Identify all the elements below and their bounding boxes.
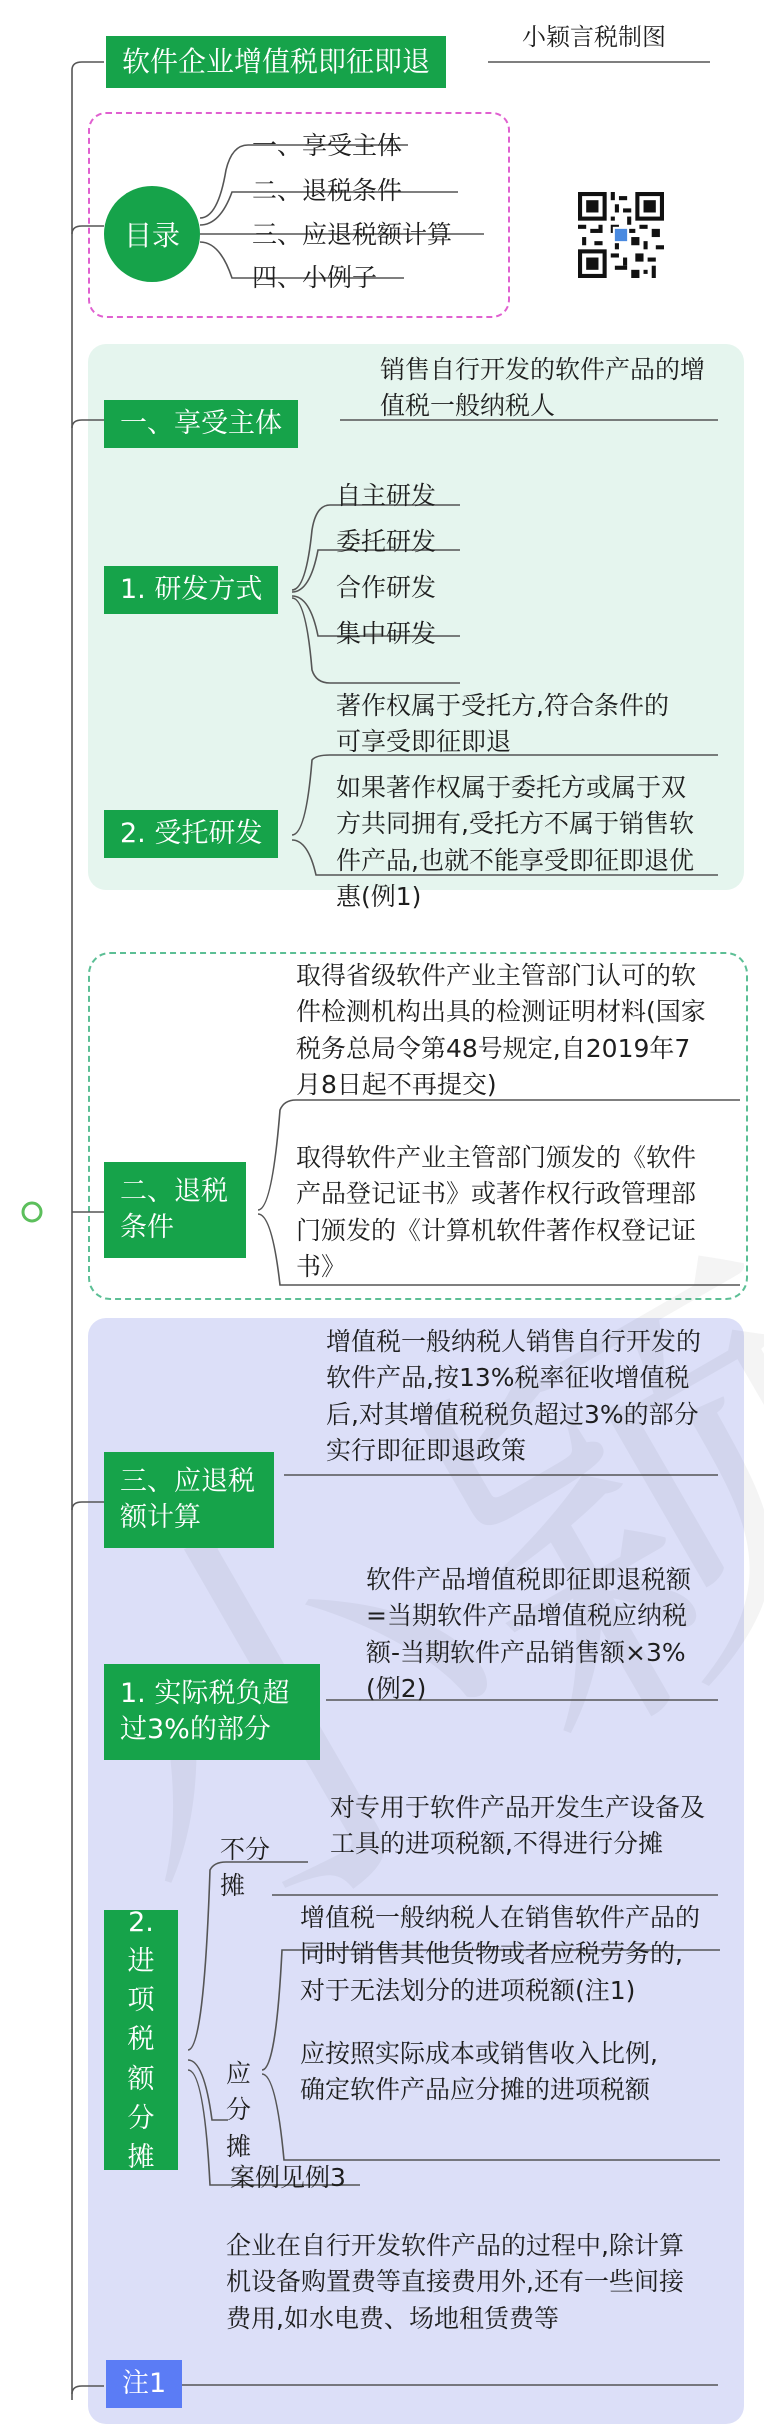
note1-text: 企业在自行开发软件产品的过程中,除计算机设备购置费等直接费用外,还有一些间接费用,如水电费、场地租赁费等 <box>226 2231 684 2333</box>
rd-item-4: 集中研发 <box>336 619 437 648</box>
toc-item-2[interactable]: 二、退税条件 <box>252 176 403 205</box>
title-node: 软件企业增值税即征即退 <box>106 36 446 88</box>
part2-alloc-item-2: 应按照实际成本或销售收入比例,确定软件产品应分摊的进项税额 <box>300 2039 658 2105</box>
toc-item-1[interactable]: 一、享受主体 <box>252 131 403 160</box>
s2-item-2: 取得软件产业主管部门颁发的《软件产品登记证书》或著作权行政管理部门颁发的《计算机软件著作权登记证书》 <box>296 1143 697 1281</box>
rd-label: 1. 研发方式 <box>104 566 278 614</box>
commission-label: 2. 受托研发 <box>104 810 278 858</box>
part2-no-alloc-text: 对专用于软件产品开发生产设备及工具的进项税额,不得进行分摊 <box>330 1793 706 1859</box>
s3-desc: 增值税一般纳税人销售自行开发的软件产品,按13%税率征收增值税后,对其增值税税负超过3%的部分实行即征即退政策 <box>326 1327 702 1465</box>
part1-label: 1. 实际税负超过3%的部分 <box>104 1664 320 1760</box>
s3-header: 三、应退税额计算 <box>104 1452 274 1548</box>
rd-item-2: 委托研发 <box>336 527 437 556</box>
toc-item-3[interactable]: 三、应退税额计算 <box>252 220 453 249</box>
part2-alloc-label: 应分摊 <box>226 2059 252 2161</box>
s1-desc: 销售自行开发的软件产品的增值税一般纳税人 <box>380 355 706 421</box>
part2-label: 2. 进项税额分摊 <box>104 1910 178 2170</box>
rd-item-1: 自主研发 <box>336 481 437 510</box>
note1-label: 注1 <box>106 2360 182 2408</box>
qr-code-icon <box>578 192 664 278</box>
commission-item-1: 著作权属于受托方,符合条件的可享受即征即退 <box>336 691 669 757</box>
s2-item-1: 取得省级软件产业主管部门认可的软件检测机构出具的检测证明材料(国家税务总局令第48号规定,自2019年7月8日起不再提交) <box>296 961 706 1099</box>
s2-header: 二、退税条件 <box>104 1162 246 1258</box>
commission-item-2: 如果著作权属于委托方或属于双方共同拥有,受托方不属于销售软件产品,也就不能享受即征即退优惠(例1) <box>336 773 694 911</box>
s1-header: 一、享受主体 <box>104 400 298 448</box>
part1-desc: 软件产品增值税即征即退税额=当期软件产品增值税应纳税额-当期软件产品销售额×3%(例2) <box>366 1565 692 1703</box>
toc-item-4[interactable]: 四、小例子 <box>252 263 378 292</box>
part2-no-alloc-label: 不分摊 <box>220 1835 271 1901</box>
credit-label: 小颖言税制图 <box>522 23 666 51</box>
rd-item-3: 合作研发 <box>336 573 437 602</box>
part2-alloc-item-1: 增值税一般纳税人在销售软件产品的同时销售其他货物或者应税劳务的,对于无法划分的进项税额(注1) <box>300 1903 701 2005</box>
toc-circle: 目录 <box>104 186 200 282</box>
part2-case: 案例见例3 <box>230 2163 346 2192</box>
